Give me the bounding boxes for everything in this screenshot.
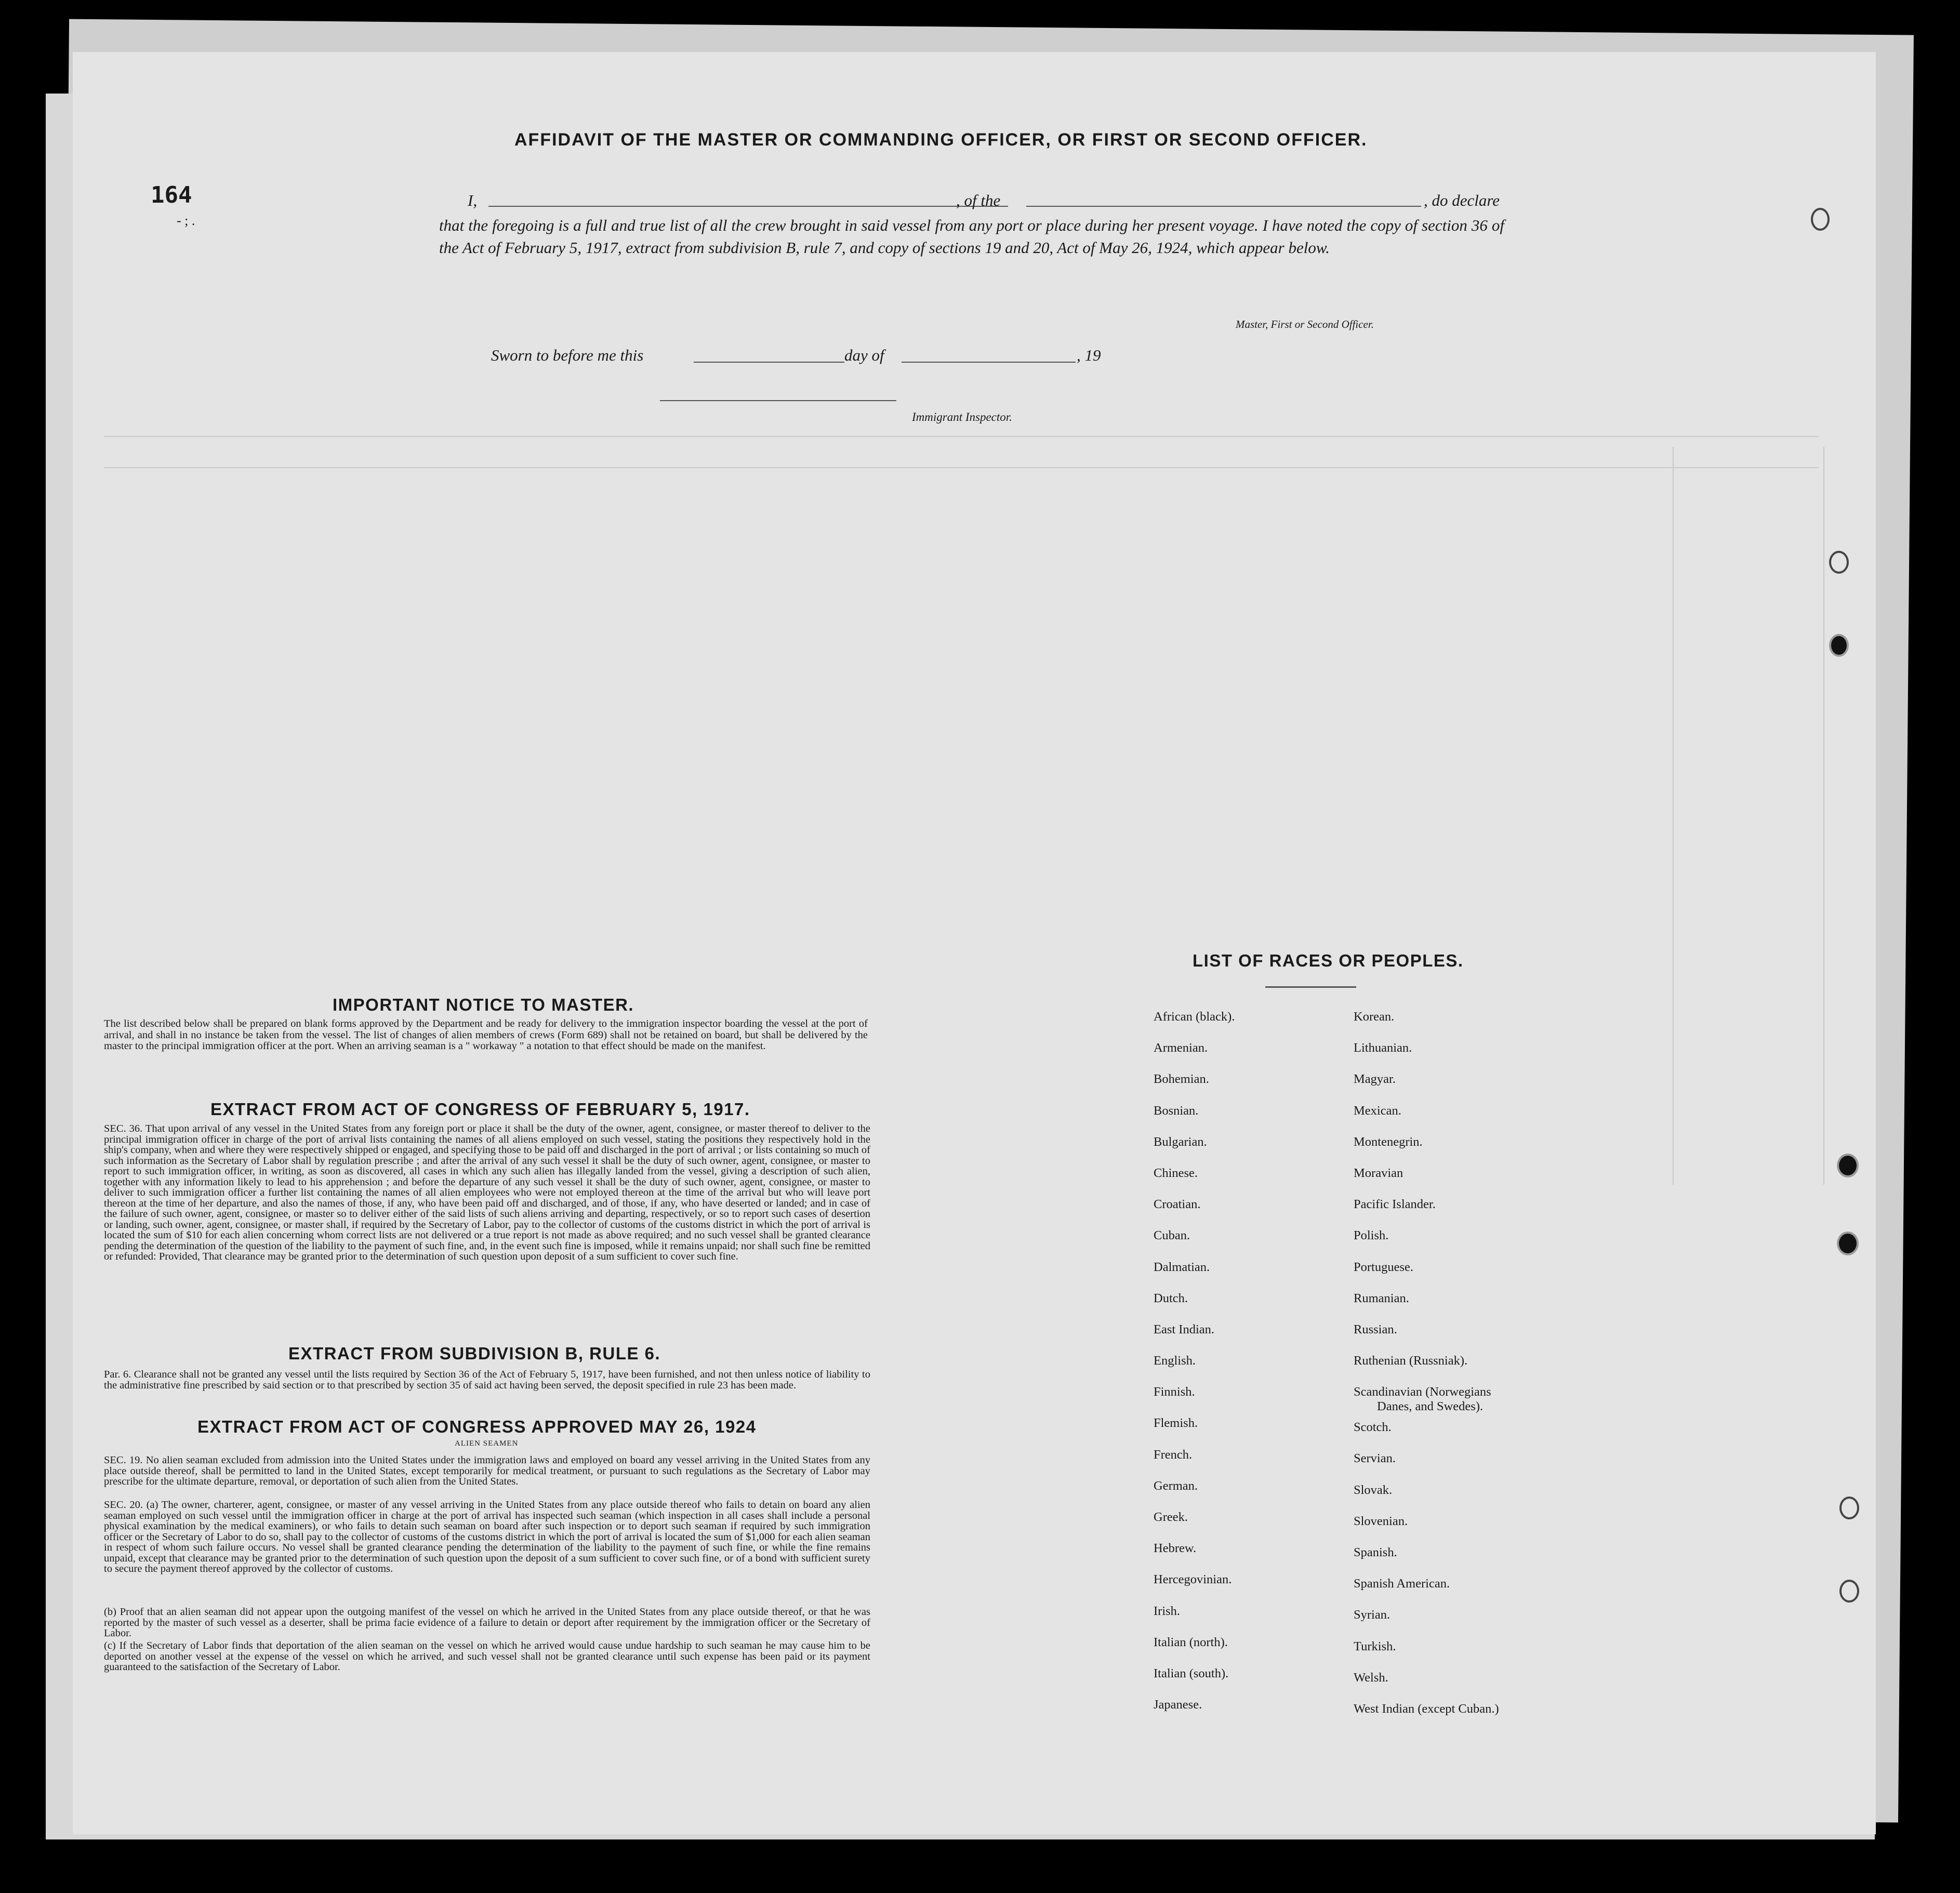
race-item: Spanish. bbox=[1354, 1545, 1397, 1559]
notice-text: The list described below shall be prepared on blank forms approved by the Department and be ready for delivery to the immigration inspector boarding the vessel at the port of arrival, and shall in no instance be taken from the vessel. The list of changes of alien members of crews (Form 689) shall not be retained on board, but shall be delivered by the master to the principal immigration officer at the port. When an arriving seaman is a " workaway " a notation to that effect should be made on the manifest. bbox=[104, 1018, 868, 1052]
binder-hole-icon bbox=[1811, 208, 1830, 231]
race-item: West Indian (except Cuban.) bbox=[1354, 1701, 1499, 1716]
binder-hole-icon bbox=[1829, 551, 1849, 574]
inspector-label: Immigrant Inspector. bbox=[912, 411, 1012, 423]
binder-hole-icon bbox=[1839, 1497, 1859, 1519]
year-label: , 19 bbox=[1077, 346, 1101, 364]
races-title-rule bbox=[1265, 986, 1356, 988]
of-the-label: , of the bbox=[956, 191, 1001, 209]
race-item: Bulgarian. bbox=[1154, 1134, 1207, 1149]
race-item: Pacific Islander. bbox=[1354, 1197, 1436, 1212]
race-item: Hercegovinian. bbox=[1154, 1572, 1232, 1587]
race-item: Rumanian. bbox=[1354, 1291, 1409, 1305]
extract-1924-sec20a: SEC. 20. (a) The owner, charterer, agent, consignee, or master of any vessel arriving in the United States from any place outside thereof who fails to detain on board any alien seaman employed on such vessel until the immigration officer in charge at the port of arrival has inspected such seaman (which inspection in all cases shall include a personal physical examination by the medical examiners), or who fails to detain such seaman on board after such inspection or to deport such seaman if required by such immigration officer or the Secretary of Labor to do so, shall pay to the collector of customs of the customs district in which the port of arrival is located the sum of $1,000 for each alien seaman in respect of whom such failure occurs. No vessel shall be granted clearance pending the determination of the liability to the payment of such fine, or while the fine remains unpaid, except that clearance may be granted prior to the determination of such question upon the deposit of a sum sufficient to cover such fine, or of a bond with sufficient surety to secure the payment thereof approved by the collector of customs. bbox=[104, 1499, 870, 1574]
binder-hole-icon bbox=[1839, 1580, 1859, 1603]
race-item: Welsh. bbox=[1354, 1670, 1388, 1685]
race-item: Cuban. bbox=[1154, 1228, 1190, 1243]
race-item: Slovenian. bbox=[1354, 1514, 1408, 1528]
binder-hole-icon bbox=[1837, 1154, 1859, 1177]
race-item: Scotch. bbox=[1354, 1420, 1392, 1435]
race-item: Greek. bbox=[1154, 1510, 1188, 1524]
race-item: Hebrew. bbox=[1154, 1541, 1197, 1556]
extract-1924-title: EXTRACT FROM ACT OF CONGRESS APPROVED MAY 26, 1924 bbox=[197, 1417, 757, 1436]
race-item: Polish. bbox=[1354, 1228, 1389, 1243]
race-item: Spanish American. bbox=[1354, 1577, 1450, 1591]
race-item: Korean. bbox=[1354, 1010, 1395, 1024]
day-of-label: day of bbox=[844, 346, 884, 364]
race-item: Japanese. bbox=[1154, 1698, 1202, 1712]
race-item: Turkish. bbox=[1354, 1639, 1396, 1653]
race-item: Dutch. bbox=[1154, 1291, 1188, 1305]
race-item: Italian (south). bbox=[1154, 1666, 1229, 1680]
sworn-label: Sworn to before me this bbox=[491, 346, 644, 364]
race-item: Ruthenian (Russniak). bbox=[1354, 1354, 1468, 1368]
master-signature-label: Master, First or Second Officer. bbox=[1236, 318, 1374, 330]
race-item: English. bbox=[1154, 1354, 1196, 1368]
extract-1924-subtitle: ALIEN SEAMEN bbox=[455, 1439, 519, 1448]
race-item: Chinese. bbox=[1154, 1166, 1198, 1180]
race-item: Magyar. bbox=[1354, 1072, 1396, 1087]
month-blank bbox=[902, 362, 1076, 363]
race-item: Servian. bbox=[1354, 1451, 1396, 1466]
i-label: I, bbox=[468, 191, 478, 209]
race-item: Bosnian. bbox=[1154, 1103, 1199, 1118]
race-item: Finnish. bbox=[1154, 1385, 1195, 1399]
race-item: Dalmatian. bbox=[1154, 1260, 1210, 1274]
notice-title: IMPORTANT NOTICE TO MASTER. bbox=[333, 995, 634, 1014]
races-title: LIST OF RACES OR PEOPLES. bbox=[1193, 951, 1464, 970]
affidavit-body: that the foregoing is a full and true list of all the crew brought in said vessel from any port or place during her present voyage. I have noted the copy of section 36 of the Act of February 5, 1917, extract from subdivision B, rule 7, and copy of sections 19 and 20, Act of May 26, 1924, which appear below. bbox=[439, 216, 1504, 257]
race-item-continuation: Danes, and Swedes). bbox=[1377, 1399, 1484, 1414]
do-declare-label: , do declare bbox=[1424, 191, 1500, 209]
race-item: Lithuanian. bbox=[1354, 1041, 1412, 1055]
sworn-day-blank bbox=[694, 362, 844, 363]
vessel-blank bbox=[1026, 206, 1421, 207]
race-item-text: Scandinavian (Norwegians bbox=[1354, 1385, 1491, 1399]
affidavit-title: AFFIDAVIT OF THE MASTER OR COMMANDING OFFICER, OR FIRST OR SECOND OFFICER. bbox=[514, 130, 1368, 150]
manifest-page bbox=[73, 52, 1876, 1834]
margin-mark: - ; . bbox=[177, 213, 195, 228]
extract-1917-text: SEC. 36. That upon arrival of any vessel in the United States from any foreign port or place it shall be the duty of the owner, agent, consignee, or master thereof to deliver to the principal immigration officer in charge of the port of arrival lists containing the names of all aliens employed on such vessel, stating the positions they respectively hold in the ship's company, when and where they were respectively shipped or engaged, and specifying those to be paid off and discharged in the port of arrival ; or lists containing so much of such information as the Secretary of Labor shall by regulation prescribe ; and after the arrival of any such vessel it shall be the duty of such owner, agent, consignee, or master to report to such immigration officer, in writing, as soon as discovered, all cases in which any such alien has illegally landed from the vessel, giving a description of such alien, together with any information likely to lead to his apprehension ; and before the departure of any such vessel it shall be the duty of such owner, agent, consignee, or master to deliver to such immigration officer a further list containing the names of all alien employees who were not employed thereon at the time of the arrival but who will leave port thereon at the time of her departure, and also the names of those, if any, who have been paid off and discharged, and of those, if any, who have deserted or landed; and in case of the failure of such owner, agent, consignee, or master so to deliver either of the said lists of such aliens arriving and departing, respectively, or so to report such cases of desertion or landing, such owner, agent, consignee, or master shall, if required by the Secretary of Labor, pay to the collector of customs of the customs district in which the port of arrival is located the sum of $10 for each alien concerning whom correct lists are not delivered or a true report is not made as above required; and no such vessel shall be granted clearance pending the determination of the question of the liability to the payment of such fine, and, in the event such fine is imposed, while it remains unpaid; nor shall such fine be remitted or refunded: Provided, That clearance may be granted prior to the determination of such question upon deposit of a sum sufficient to cover such fine. bbox=[104, 1123, 870, 1262]
race-item: Italian (north). bbox=[1154, 1635, 1228, 1649]
race-item: Flemish. bbox=[1154, 1416, 1198, 1431]
extract-rule6-text: Par. 6. Clearance shall not be granted any vessel until the lists required by Section 36 of the Act of February 5, 1917, have been furnished, and not then unless notice of liability to the administrative fine prescribed by said section or to that prescribed by section 35 of said act having been served, the deposit specified in rule 23 has been made. bbox=[104, 1369, 870, 1391]
race-item: Irish. bbox=[1154, 1604, 1181, 1618]
extract-1924-sec20b: (b) Proof that an alien seaman did not appear upon the outgoing manifest of the vessel on which he arrived in the United States from any place outside thereof, or that he was reported by the master of such vessel as a deserter, shall be prima facie evidence of a failure to detain or deport after requirement by the immigration officer or the Secretary of Labor. bbox=[104, 1606, 870, 1639]
race-item: African (black). bbox=[1154, 1010, 1235, 1024]
race-item: Montenegrin. bbox=[1354, 1134, 1423, 1149]
extract-rule6-title: EXTRACT FROM SUBDIVISION B, RULE 6. bbox=[288, 1344, 661, 1363]
race-item: Bohemian. bbox=[1154, 1072, 1209, 1087]
race-item: German. bbox=[1154, 1478, 1198, 1493]
race-item: Armenian. bbox=[1154, 1041, 1208, 1055]
name-blank bbox=[488, 206, 1008, 207]
races-right-column bbox=[1354, 1010, 1499, 1733]
race-item: Croatian. bbox=[1154, 1197, 1201, 1212]
race-item-scandinavian bbox=[1354, 1385, 1499, 1420]
race-item: East Indian. bbox=[1154, 1322, 1215, 1336]
binder-hole-icon bbox=[1837, 1232, 1859, 1255]
binder-hole-icon bbox=[1829, 634, 1849, 657]
race-item: Moravian bbox=[1354, 1166, 1403, 1180]
inspector-signature-line bbox=[660, 400, 896, 401]
race-item: Syrian. bbox=[1354, 1608, 1390, 1622]
race-item: Portuguese. bbox=[1354, 1260, 1413, 1274]
extract-1924-sec19: SEC. 19. No alien seaman excluded from admission into the United States under the immigration laws and employed on board any vessel arriving in the United States from any place outside thereof, shall be permitted to land in the United States, except temporarily for medical treatment, or pursuant to such regulations as the Secretary of Labor may prescribe for the ultimate departure, removal, or deportation of such alien from the United States. bbox=[104, 1454, 870, 1487]
extract-1917-title: EXTRACT FROM ACT OF CONGRESS OF FEBRUARY 5, 1917. bbox=[210, 1100, 750, 1119]
race-item: Mexican. bbox=[1354, 1103, 1401, 1118]
race-item: French. bbox=[1154, 1447, 1193, 1462]
extract-1924-sec20c: (c) If the Secretary of Labor finds that deportation of the alien seaman on the vessel on which he arrived would cause undue hardship to such seaman he may cause him to be deported on another vessel at the expense of the vessel on which he arrived, and such vessel shall not be granted clearance until such expense has been paid or its payment guaranteed to the satisfaction of the Secretary of Labor. bbox=[104, 1640, 870, 1673]
margin-number: 164 bbox=[151, 182, 192, 208]
race-item: Slovak. bbox=[1354, 1482, 1393, 1497]
race-item: Russian. bbox=[1354, 1322, 1397, 1336]
races-left-column bbox=[1154, 1010, 1235, 1729]
